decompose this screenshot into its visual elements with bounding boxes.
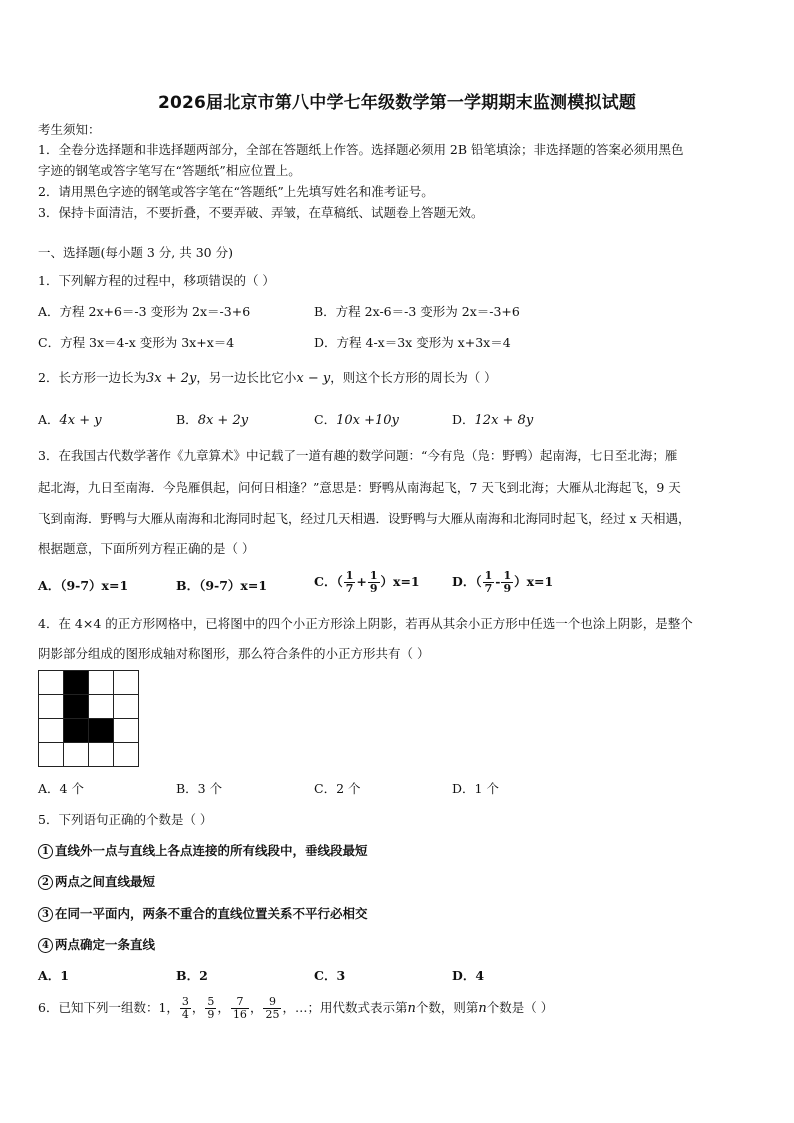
notice-line: 3．保持卡面清洁，不要折叠，不要弄破、弄皱，在草稿纸、试题卷上答题无效。 bbox=[38, 205, 484, 220]
q2-expr-1: 3x + 2y bbox=[145, 371, 197, 386]
q3-option-d: D．（ $\frac{1}{7}$ - $\frac{1}{9}$ ）x=1 bbox=[452, 569, 554, 595]
q2-option-b: B．8x + 2y bbox=[176, 412, 249, 428]
notice-line: 2．请用黑色字迹的钢笔或答字笔在“答题纸”上先填写姓名和准考证号。 bbox=[38, 184, 434, 199]
notice-heading: 考生须知： bbox=[38, 122, 101, 137]
fraction: $\frac{9}{25}$ bbox=[265, 995, 280, 1021]
question-3-line: 3．在我国古代数学著作《九章算术》中记载了一道有趣的数学问题：“今有凫（凫：野鸭）起南海，七日至北海；雁 bbox=[38, 448, 678, 463]
notice-line: 1．全卷分选择题和非选择题两部分，全部在答题纸上作答。选择题必须用 2B 铅笔填涂；非选择题的答案必须用黑色 bbox=[38, 142, 684, 157]
q1-option-a: A．方程 2x+6＝-3 变形为 2x＝-3+6 bbox=[38, 304, 251, 319]
q2-text-post: ，则这个长方形的周长为（ ） bbox=[330, 370, 497, 385]
shaded-square bbox=[64, 719, 89, 743]
section-heading: 一、选择题(每小题 3 分, 共 30 分) bbox=[38, 245, 233, 260]
q4-option-a: A．4 个 bbox=[38, 781, 84, 796]
q2-option-d: D．12x + 8y bbox=[452, 412, 534, 428]
question-1-stem: 1．下列解方程的过程中，移项错误的（ ） bbox=[38, 273, 275, 288]
fraction: $\frac{1}{9}$ bbox=[369, 569, 378, 595]
q3-option-a: A．（9-7）x=1 bbox=[38, 578, 129, 593]
q2-option-a: A．4x + y bbox=[38, 412, 102, 428]
q4-option-c: C．2 个 bbox=[314, 781, 361, 796]
shaded-square bbox=[64, 671, 89, 695]
question-4-line: 阴影部分组成的图形成轴对称图形，那么符合条件的小正方形共有（ ） bbox=[38, 646, 430, 661]
page-title: 2026届北京市第八中学七年级数学第一学期期末监测模拟试题 bbox=[157, 93, 637, 113]
fraction: $\frac{5}{9}$ bbox=[207, 995, 215, 1021]
q3-option-b: B．（9-7）x=1 bbox=[176, 578, 268, 593]
fraction: $\frac{7}{16}$ bbox=[232, 995, 247, 1021]
q1-option-b: B．方程 2x-6＝-3 变形为 2x＝-3+6 bbox=[314, 304, 520, 319]
q4-option-b: B．3 个 bbox=[176, 781, 223, 796]
question-3-line: 飞到南海．野鸭与大雁从南海和北海同时起飞，经过几天相遇．设野鸭与大雁从南海和北海同时起飞，经过 x 天相遇， bbox=[38, 511, 691, 526]
q5-statement: 2 两点之间直线最短 bbox=[38, 874, 155, 890]
q5-option-b: B．2 bbox=[176, 968, 208, 983]
fraction: $\frac{1}{7}$ bbox=[484, 569, 493, 595]
question-4-line: 4．在 4×4 的正方形网格中，已将图中的四个小正方形涂上阴影，若再从其余小正方形中任选一个也涂上阴影，是整个 bbox=[38, 616, 693, 631]
question-3-line: 起北海，九日至南海．今凫雁俱起，问何日相逢？”意思是：野鸭从南海起飞，7 天飞到北海；大雁从北海起飞，9 天 bbox=[38, 480, 681, 495]
notice-line: 字迹的钢笔或答字笔写在“答题纸”相应位置上。 bbox=[38, 163, 301, 178]
question-3-line: 根据题意，下面所列方程正确的是（ ） bbox=[38, 541, 255, 556]
q4-option-d: D．1 个 bbox=[452, 781, 499, 796]
q5-statement: 1 直线外一点与直线上各点连接的所有线段中，垂线段最短 bbox=[38, 843, 368, 859]
q2-option-c: C．10x +10y bbox=[314, 412, 399, 428]
fraction: $\frac{3}{4}$ bbox=[181, 995, 189, 1021]
question-2-stem bbox=[38, 370, 497, 387]
q1-option-c: C．方程 3x＝4-x 变形为 3x+x＝4 bbox=[38, 335, 235, 350]
q5-option-c: C．3 bbox=[314, 968, 346, 983]
q5-option-d: D．4 bbox=[452, 968, 485, 983]
q2-text-mid: ，另一边长比它小 bbox=[196, 370, 297, 385]
q1-option-d: D．方程 4-x＝3x 变形为 x+3x＝4 bbox=[314, 335, 511, 350]
fraction: $\frac{1}{7}$ bbox=[345, 569, 354, 595]
fraction: $\frac{1}{9}$ bbox=[503, 569, 512, 595]
q5-statement: 4 两点确定一条直线 bbox=[38, 937, 155, 953]
question-5-stem: 5．下列语句正确的个数是（ ） bbox=[38, 812, 213, 827]
shaded-square bbox=[89, 719, 114, 743]
question-6-stem: 6．已知下列一组数：1， $\frac{3}{4}$ ， $\frac{5}{9}$ ， $\frac{7}{16}$ ， $\frac{9}{25}$ ，…；用代数式表示第n个数，则第n个数是（ ） bbox=[38, 995, 554, 1021]
q3-option-c: C．（ $\frac{1}{7}$ + $\frac{1}{9}$ ）x=1 bbox=[314, 569, 420, 595]
q2-text-pre: 2．长方形一边长为 bbox=[38, 370, 146, 385]
shaded-square bbox=[64, 695, 89, 719]
q2-expr-2: x − y bbox=[296, 371, 331, 386]
q5-statement: 3 在同一平面内，两条不重合的直线位置关系不平行必相交 bbox=[38, 906, 368, 922]
q5-option-a: A．1 bbox=[38, 968, 69, 983]
grid-figure-4x4 bbox=[38, 670, 139, 767]
